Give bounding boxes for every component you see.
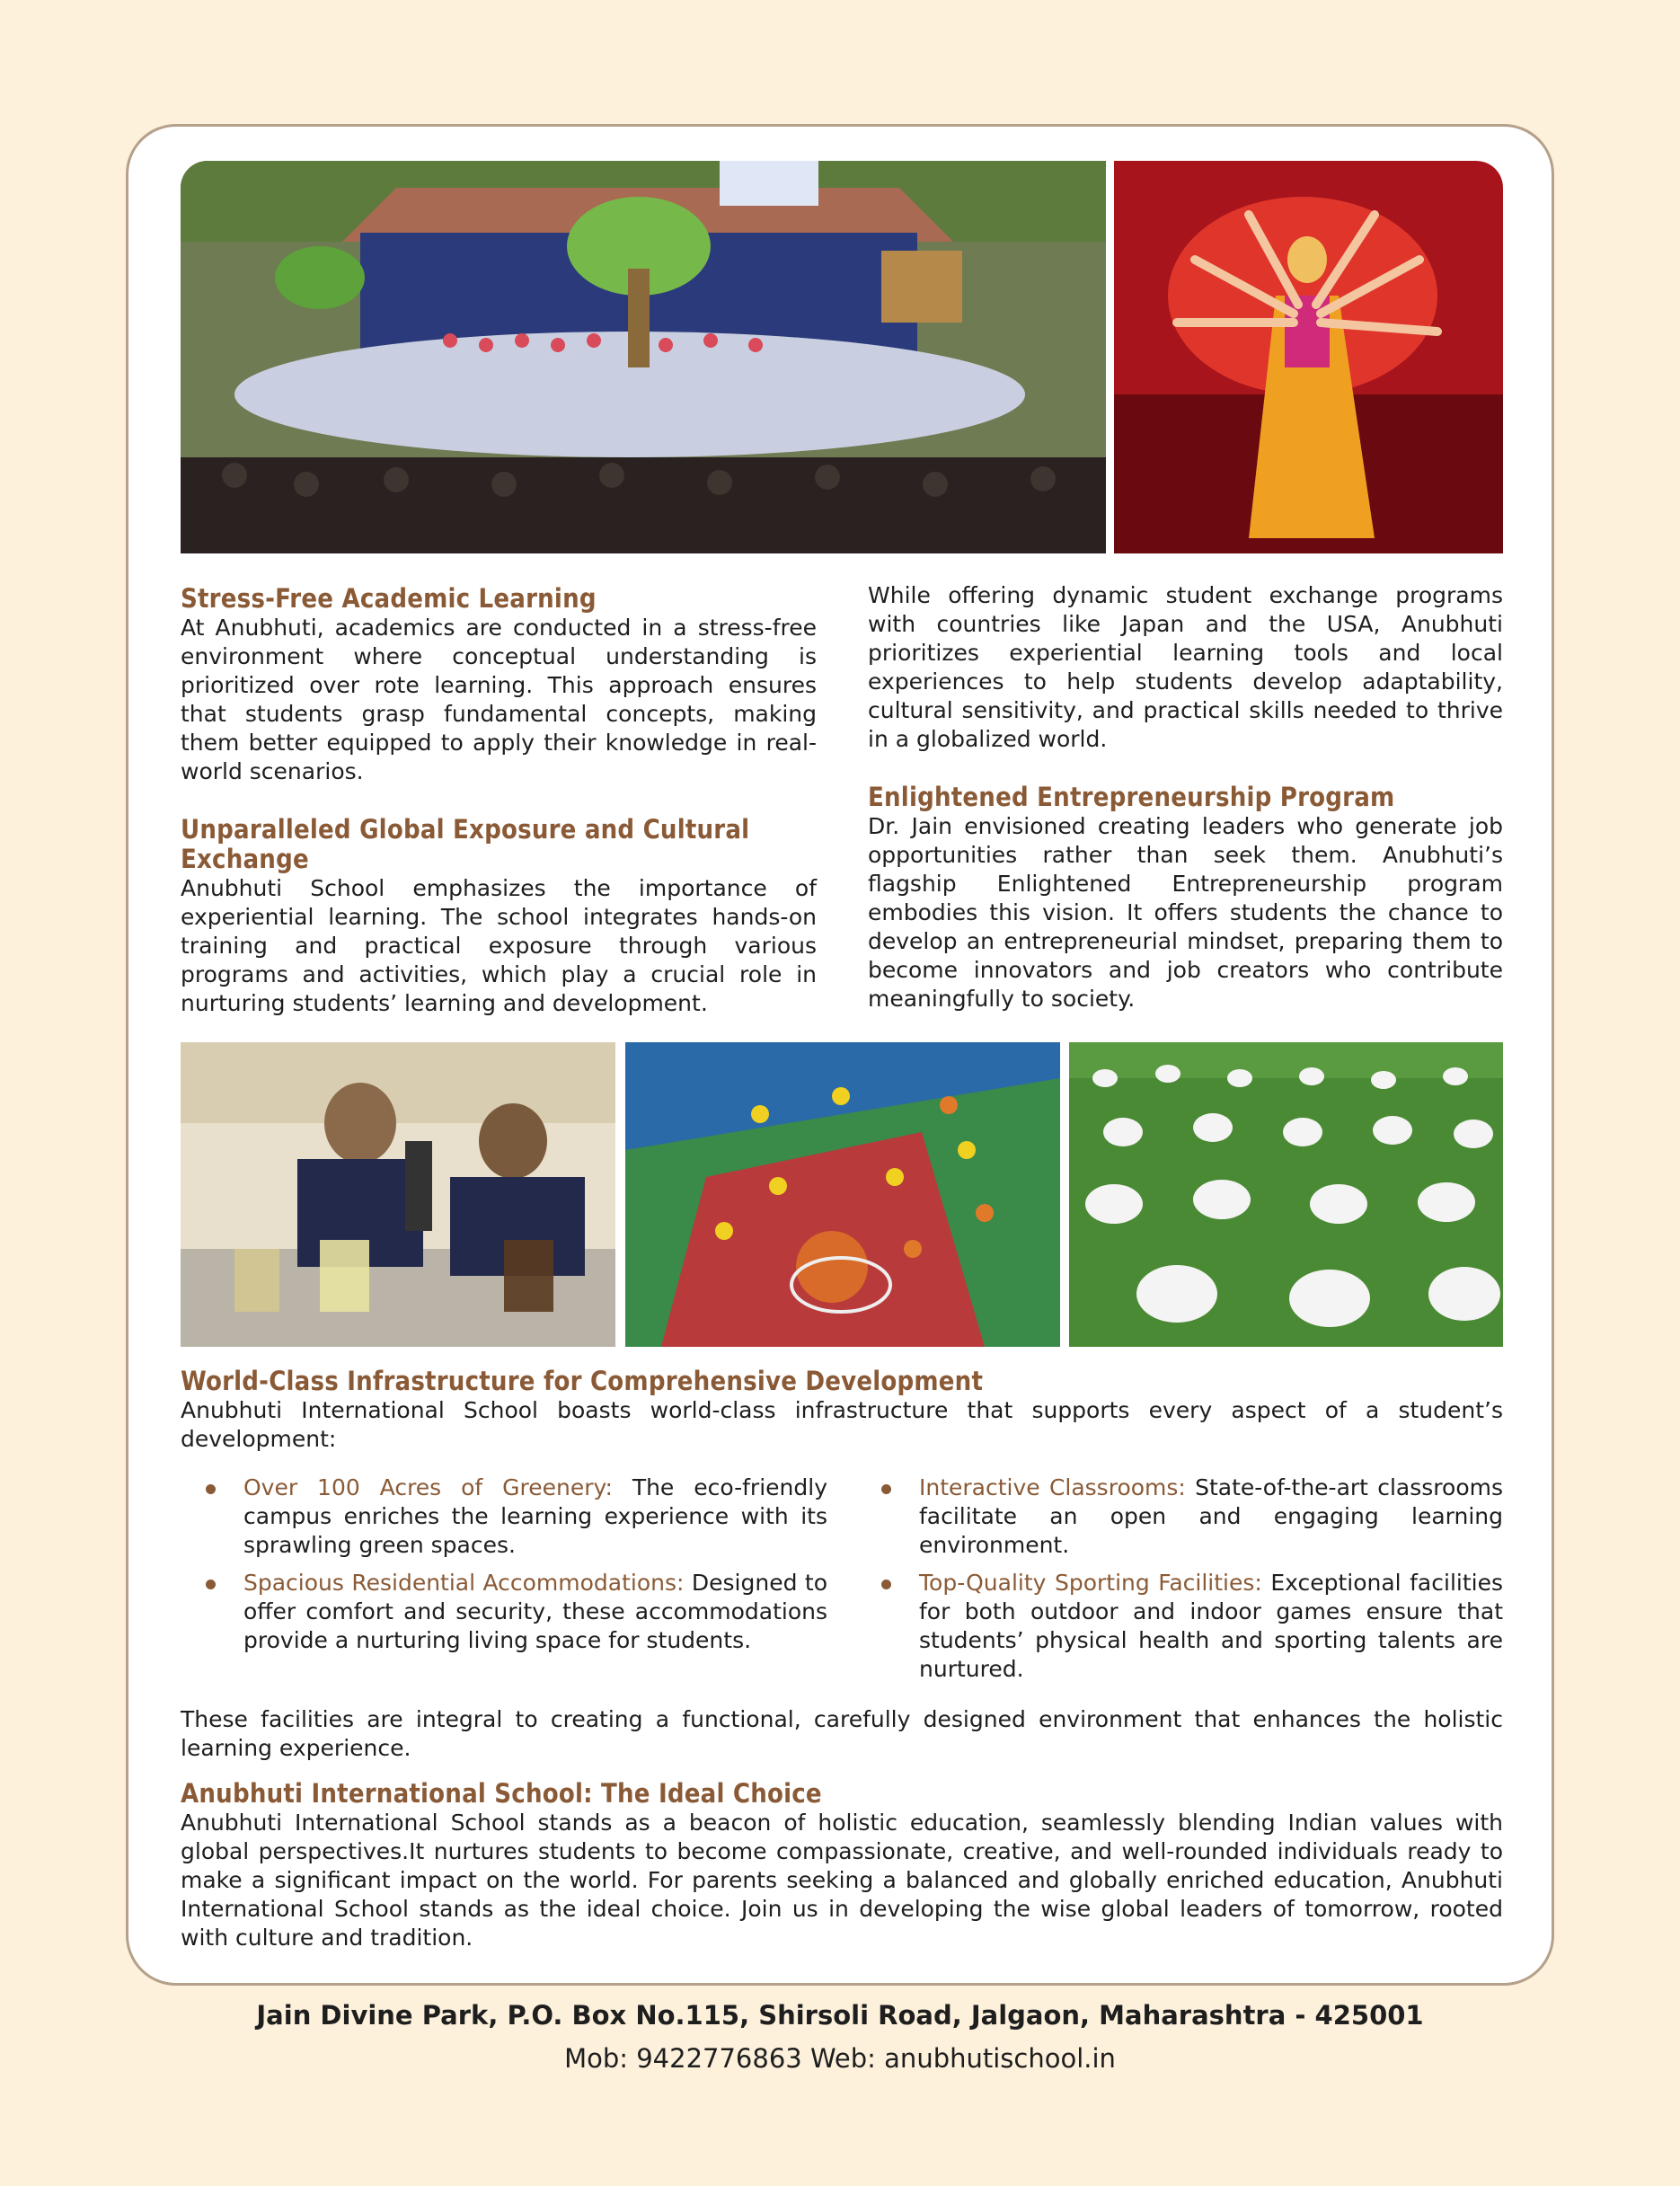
content-card xyxy=(126,124,1554,1986)
bullet-lead: Top-Quality Sporting Facilities: xyxy=(919,1570,1262,1596)
ideal-choice-heading: Anubhuti International School: The Ideal Choice xyxy=(181,1778,822,1809)
right-column xyxy=(868,581,1503,1013)
bullet-lead: Spacious Residential Accommodations: xyxy=(243,1570,685,1596)
bullet-text: Designed to offer comfort and security, these accommodations provide a nurturing living space for students. xyxy=(243,1570,827,1653)
footer-contact: Mob: 9422776863 Web: anubhutischool.in xyxy=(564,2043,1116,2074)
amphitheatre-performance-photo xyxy=(181,161,1106,553)
bullet-text: Exceptional facilities for both outdoor and indoor games ensure that students’ physical health and sporting talents are nurtured. xyxy=(919,1570,1503,1682)
infrastructure-intro: Anubhuti International School boasts world-class infrastructure that supports every aspect of a student’s development: xyxy=(181,1397,1503,1452)
bullet-lead: Over 100 Acres of Greenery: xyxy=(243,1474,613,1500)
global-exposure-heading: Unparalleled Global Exposure and Cultural Exchange xyxy=(181,814,750,874)
bullet-dot xyxy=(206,1580,216,1589)
yoga-session-photo xyxy=(1069,1042,1503,1347)
bullet-text: The eco-friendly campus enriches the learning experience with its sprawling green spaces. xyxy=(243,1474,827,1558)
closing-and-ideal-choice xyxy=(181,1705,1503,1952)
infrastructure-heading: World-Class Infrastructure for Comprehensive Development xyxy=(181,1366,984,1396)
bullet-dot xyxy=(881,1580,891,1589)
left-column xyxy=(181,584,817,1018)
bullet-lead: Interactive Classrooms: xyxy=(919,1474,1186,1500)
bullet-classrooms xyxy=(856,1474,1503,1560)
basketball-court-photo xyxy=(625,1042,1060,1347)
global-exposure-body: Anubhuti School emphasizes the importance of experiential learning. The school integrates hands-on training and practical exposure through various programs and activities, which play a crucial role in nurturing students’ learning and development. xyxy=(181,875,817,1016)
entrepreneurship-heading: Enlightened Entrepreneurship Program xyxy=(868,782,1395,812)
bullet-greenery xyxy=(181,1474,827,1560)
exchange-programs-body: While offering dynamic student exchange programs with countries like Japan and the USA, Anubhuti prioritizes experiential learning tools and local experiences to help students develop adaptability, cultural sensitivity, and practical skills needed to thrive in a globalized world. xyxy=(868,582,1503,752)
infrastructure-closing: These facilities are integral to creating a functional, carefully designed environment that enhances the holistic learning experience. xyxy=(181,1706,1503,1761)
bullet-text: State-of-the-art classrooms facilitate an open and engaging learning environment. xyxy=(919,1474,1504,1558)
ideal-choice-body: Anubhuti International School stands as a beacon of holistic education, seamlessly blending Indian values with global perspectives.It nurtures students to become compassionate, creative, and well-rounded individuals ready to make a significant impact on the world. For parents seeking a balanced and globally enriched education, Anubhuti International School stands as the ideal choice. Join us in developing the wise global leaders of tomorrow, rooted with culture and tradition. xyxy=(181,1810,1503,1951)
stress-free-heading: Stress-Free Academic Learning xyxy=(181,583,597,614)
entrepreneurship-body: Dr. Jain envisioned creating leaders who generate job opportunities rather than seek them. Anubhuti’s flagship Enlightened Entrepreneurship program embodies this vision. It offers students the chance to develop an entrepreneurial mindset, preparing them to become innovators and job creators who contribute meaningfully to society. xyxy=(868,813,1503,1012)
bullet-dot xyxy=(206,1484,216,1494)
stress-free-body: At Anubhuti, academics are conducted in a stress-free environment where conceptual understanding is prioritized over rote learning. This approach ensures that students grasp fundamental concepts, making them better equipped to apply their knowledge in real-world scenarios. xyxy=(181,615,817,784)
science-lab-photo xyxy=(181,1042,615,1347)
infrastructure-section xyxy=(181,1367,1503,1454)
dance-performer-photo xyxy=(1114,161,1503,553)
bullet-dot xyxy=(881,1484,891,1494)
infrastructure-bullets-right xyxy=(856,1474,1503,1693)
bullet-residential xyxy=(181,1569,827,1655)
footer-address: Jain Divine Park, P.O. Box No.115, Shirsoli Road, Jalgaon, Maharashtra - 425001 xyxy=(256,2000,1424,2031)
bullet-sporting xyxy=(856,1569,1503,1684)
infrastructure-bullets-left xyxy=(181,1474,827,1664)
